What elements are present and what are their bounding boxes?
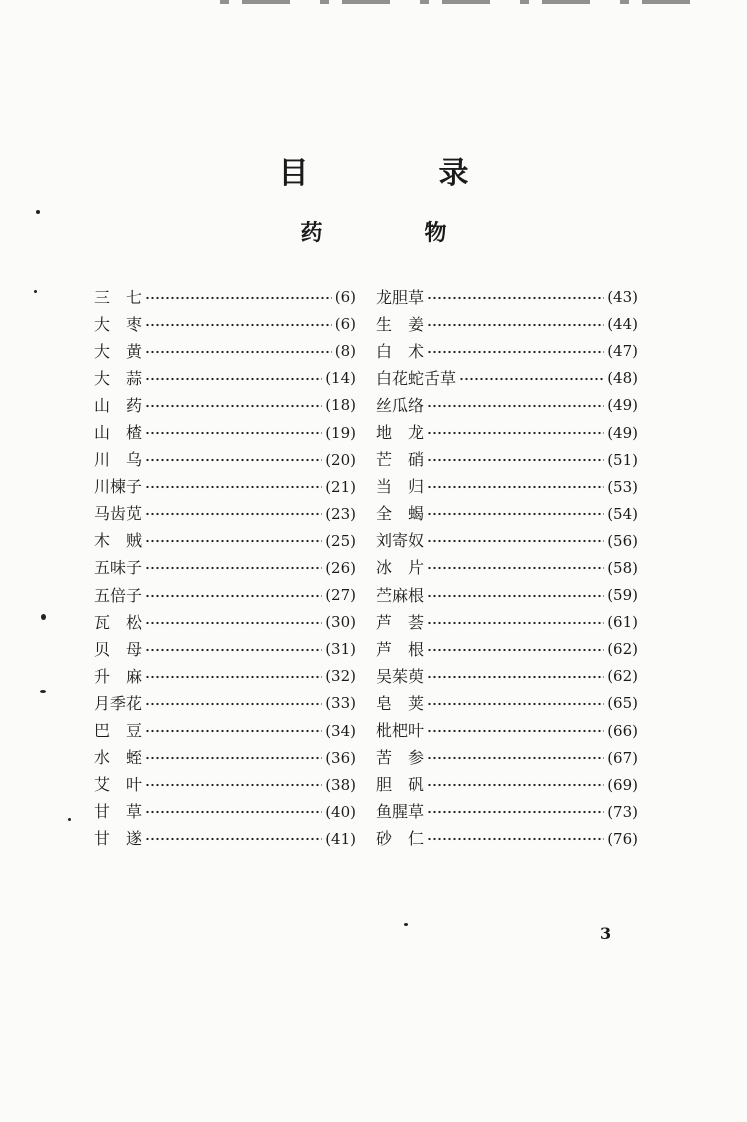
toc-entry — [94, 311, 356, 338]
toc-entry-page: (6) — [334, 315, 356, 334]
toc-entry-page: (36) — [325, 748, 356, 767]
toc-entry — [376, 419, 638, 446]
toc-entry-page: (49) — [607, 396, 638, 415]
toc-entry — [94, 636, 356, 663]
toc-entry-page: (43) — [607, 288, 638, 307]
toc-entry-page: (14) — [325, 369, 356, 388]
toc-entry-page: (34) — [325, 721, 356, 740]
toc-entry — [94, 392, 356, 419]
toc-entry-page: (27) — [325, 586, 356, 605]
toc-entry-page: (8) — [334, 342, 356, 361]
toc-entry — [376, 284, 638, 311]
toc-entry-name: 五倍子 — [94, 585, 143, 605]
toc-leader-dots — [427, 537, 604, 545]
toc-leader-dots — [427, 483, 604, 491]
toc-leader-dots — [427, 673, 604, 681]
toc-entry-page: (59) — [607, 586, 638, 605]
toc-entry-page: (25) — [325, 531, 356, 550]
toc-entry-name: 地 龙 — [376, 423, 425, 443]
toc-leader-dots — [145, 564, 322, 572]
toc-entry-name: 白 术 — [376, 341, 425, 361]
toc-entry-page: (31) — [325, 640, 356, 659]
toc-entry-name: 丝瓜络 — [376, 395, 425, 415]
toc-leader-dots — [145, 429, 322, 437]
toc-entry — [376, 799, 638, 826]
toc-leader-dots — [145, 673, 322, 681]
toc-entry-page: (32) — [325, 667, 356, 686]
toc-entry — [94, 555, 356, 582]
toc-entry — [94, 690, 356, 717]
toc-entry-name: 当 归 — [376, 477, 425, 497]
toc-entry — [376, 718, 638, 745]
toc-leader-dots — [427, 754, 604, 762]
toc-entry — [94, 338, 356, 365]
toc-entry — [376, 582, 638, 609]
toc-leader-dots — [145, 835, 322, 843]
toc-entry-page: (18) — [325, 396, 356, 415]
toc-entry-page: (49) — [607, 423, 638, 442]
toc-entry-page: (65) — [607, 694, 638, 713]
toc-entry — [94, 799, 356, 826]
scan-speck — [68, 818, 71, 821]
toc-entry-name: 川楝子 — [94, 477, 143, 497]
toc-entry-name: 升 麻 — [94, 666, 143, 686]
toc-leader-dots — [427, 510, 604, 518]
toc-entry — [376, 528, 638, 555]
scan-speck — [40, 690, 46, 693]
toc-entry — [94, 501, 356, 528]
toc-leader-dots — [427, 564, 604, 572]
toc-entry-name: 苦 参 — [376, 748, 425, 768]
toc-entry-name: 皂 荚 — [376, 693, 425, 713]
toc-column-right — [376, 284, 638, 853]
toc-entry-name: 木 贼 — [94, 531, 143, 551]
toc-entry — [94, 582, 356, 609]
toc-entry — [94, 718, 356, 745]
toc-leader-dots — [145, 700, 322, 708]
toc-entry-page: (69) — [607, 775, 638, 794]
toc-entry-page: (21) — [325, 477, 356, 496]
toc-entry — [376, 365, 638, 392]
toc-column-left — [94, 284, 356, 853]
toc-entry-page: (56) — [607, 531, 638, 550]
toc-leader-dots — [145, 537, 322, 545]
toc-entry-name: 大 枣 — [94, 314, 143, 334]
toc-entry — [94, 447, 356, 474]
toc-entry — [376, 474, 638, 501]
toc-entry-name: 胆 矾 — [376, 775, 425, 795]
toc-entry — [376, 447, 638, 474]
toc-leader-dots — [427, 402, 604, 410]
toc-leader-dots — [145, 375, 322, 383]
toc-entry-name: 月季花 — [94, 693, 143, 713]
toc-entry-name: 芦 荟 — [376, 612, 425, 632]
toc-entry-page: (38) — [325, 775, 356, 794]
scan-speck — [404, 923, 408, 926]
toc-entry-name: 枇杷叶 — [376, 721, 425, 741]
toc-leader-dots — [427, 781, 604, 789]
toc-entry-page: (58) — [607, 558, 638, 577]
toc-entry — [376, 501, 638, 528]
toc-leader-dots — [427, 700, 604, 708]
toc-entry-page: (73) — [607, 802, 638, 821]
toc-leader-dots — [145, 754, 322, 762]
toc-entry — [94, 474, 356, 501]
toc-leader-dots — [427, 456, 604, 464]
toc-entry-page: (76) — [607, 829, 638, 848]
toc-entry — [376, 826, 638, 853]
toc-entry-page: (53) — [607, 477, 638, 496]
toc-entry — [94, 609, 356, 636]
toc-entry — [376, 745, 638, 772]
toc-leader-dots — [459, 375, 604, 383]
toc-entry-name: 巴 豆 — [94, 721, 143, 741]
toc-leader-dots — [427, 619, 604, 627]
toc-entry-page: (44) — [607, 315, 638, 334]
toc-entry-page: (19) — [325, 423, 356, 442]
toc-entry-page: (48) — [607, 369, 638, 388]
toc-entry-page: (67) — [607, 748, 638, 767]
toc-leader-dots — [427, 808, 604, 816]
toc-leader-dots — [145, 321, 332, 329]
toc-entry — [94, 528, 356, 555]
toc-entry — [376, 690, 638, 717]
toc-leader-dots — [145, 808, 322, 816]
page-title: 目 录 — [278, 156, 519, 191]
toc-entry-name: 龙胆草 — [376, 287, 425, 307]
toc-entry-name: 大 蒜 — [94, 368, 143, 388]
toc-leader-dots — [145, 483, 322, 491]
toc-leader-dots — [427, 321, 604, 329]
toc-entry-name: 苎麻根 — [376, 585, 425, 605]
toc-leader-dots — [145, 619, 322, 627]
toc-leader-dots — [427, 592, 604, 600]
toc-leader-dots — [427, 429, 604, 437]
toc-entry-page: (66) — [607, 721, 638, 740]
toc-leader-dots — [427, 727, 604, 735]
toc-entry — [376, 338, 638, 365]
toc-entry-page: (40) — [325, 802, 356, 821]
toc-entry — [376, 663, 638, 690]
toc-entry-name: 三 七 — [94, 287, 143, 307]
toc-entry-name: 冰 片 — [376, 558, 425, 578]
toc-entry-name: 五味子 — [94, 558, 143, 578]
toc-entry — [94, 772, 356, 799]
toc-entry-name: 马齿苋 — [94, 504, 143, 524]
toc-leader-dots — [427, 348, 604, 356]
toc-entry-name: 贝 母 — [94, 639, 143, 659]
page-number: 3 — [600, 924, 612, 943]
scan-speck — [41, 614, 46, 620]
toc-leader-dots — [145, 592, 322, 600]
toc-entry-name: 全 蝎 — [376, 504, 425, 524]
toc-entry-page: (62) — [607, 640, 638, 659]
scan-speck — [36, 210, 40, 214]
toc-entry-name: 山 楂 — [94, 423, 143, 443]
toc-entry — [376, 392, 638, 419]
toc-entry-page: (47) — [607, 342, 638, 361]
toc-entry-name: 吴茱萸 — [376, 666, 425, 686]
toc-entry — [94, 663, 356, 690]
toc-entry — [94, 419, 356, 446]
toc-leader-dots — [145, 646, 322, 654]
toc-entry-page: (62) — [607, 667, 638, 686]
toc-entry — [94, 745, 356, 772]
toc-entry-name: 白花蛇舌草 — [376, 368, 457, 388]
toc-entry-page: (6) — [334, 288, 356, 307]
toc-entry-page: (51) — [607, 450, 638, 469]
toc-entry — [94, 365, 356, 392]
toc-entry-page: (23) — [325, 504, 356, 523]
section-title: 药 物 — [300, 220, 487, 246]
toc-entry-name: 生 姜 — [376, 314, 425, 334]
toc-entry-name: 甘 遂 — [94, 829, 143, 849]
toc-entry-name: 芦 根 — [376, 639, 425, 659]
scan-top-edge — [220, 0, 690, 4]
scan-speck — [34, 290, 37, 293]
toc-entry — [376, 609, 638, 636]
toc-entry-name: 砂 仁 — [376, 829, 425, 849]
toc-entry-page: (30) — [325, 613, 356, 632]
toc-entry-name: 大 黄 — [94, 341, 143, 361]
toc-leader-dots — [145, 456, 322, 464]
toc-entry — [376, 636, 638, 663]
toc-leader-dots — [145, 727, 322, 735]
toc-entry-name: 川 乌 — [94, 450, 143, 470]
toc-entry — [376, 311, 638, 338]
toc-leader-dots — [427, 835, 604, 843]
toc-entry-page: (20) — [325, 450, 356, 469]
toc-leader-dots — [145, 510, 322, 518]
toc-leader-dots — [145, 781, 322, 789]
toc-entry — [94, 826, 356, 853]
toc-leader-dots — [427, 294, 604, 302]
toc-entry-page: (54) — [607, 504, 638, 523]
toc-entry-name: 刘寄奴 — [376, 531, 425, 551]
toc-leader-dots — [145, 402, 322, 410]
toc-entry-name: 水 蛭 — [94, 748, 143, 768]
toc-leader-dots — [145, 294, 332, 302]
toc-entry-page: (33) — [325, 694, 356, 713]
toc-entry-name: 鱼腥草 — [376, 802, 425, 822]
toc-entry-page: (26) — [325, 558, 356, 577]
toc-entry-name: 芒 硝 — [376, 450, 425, 470]
toc-entry — [94, 284, 356, 311]
toc-entry-page: (41) — [325, 829, 356, 848]
toc-entry — [376, 555, 638, 582]
toc-entry-page: (61) — [607, 613, 638, 632]
toc-entry — [376, 772, 638, 799]
toc-leader-dots — [145, 348, 332, 356]
toc-entry-name: 山 药 — [94, 395, 143, 415]
toc-entry-name: 瓦 松 — [94, 612, 143, 632]
toc-leader-dots — [427, 646, 604, 654]
toc-entry-name: 艾 叶 — [94, 775, 143, 795]
toc-entry-name: 甘 草 — [94, 802, 143, 822]
